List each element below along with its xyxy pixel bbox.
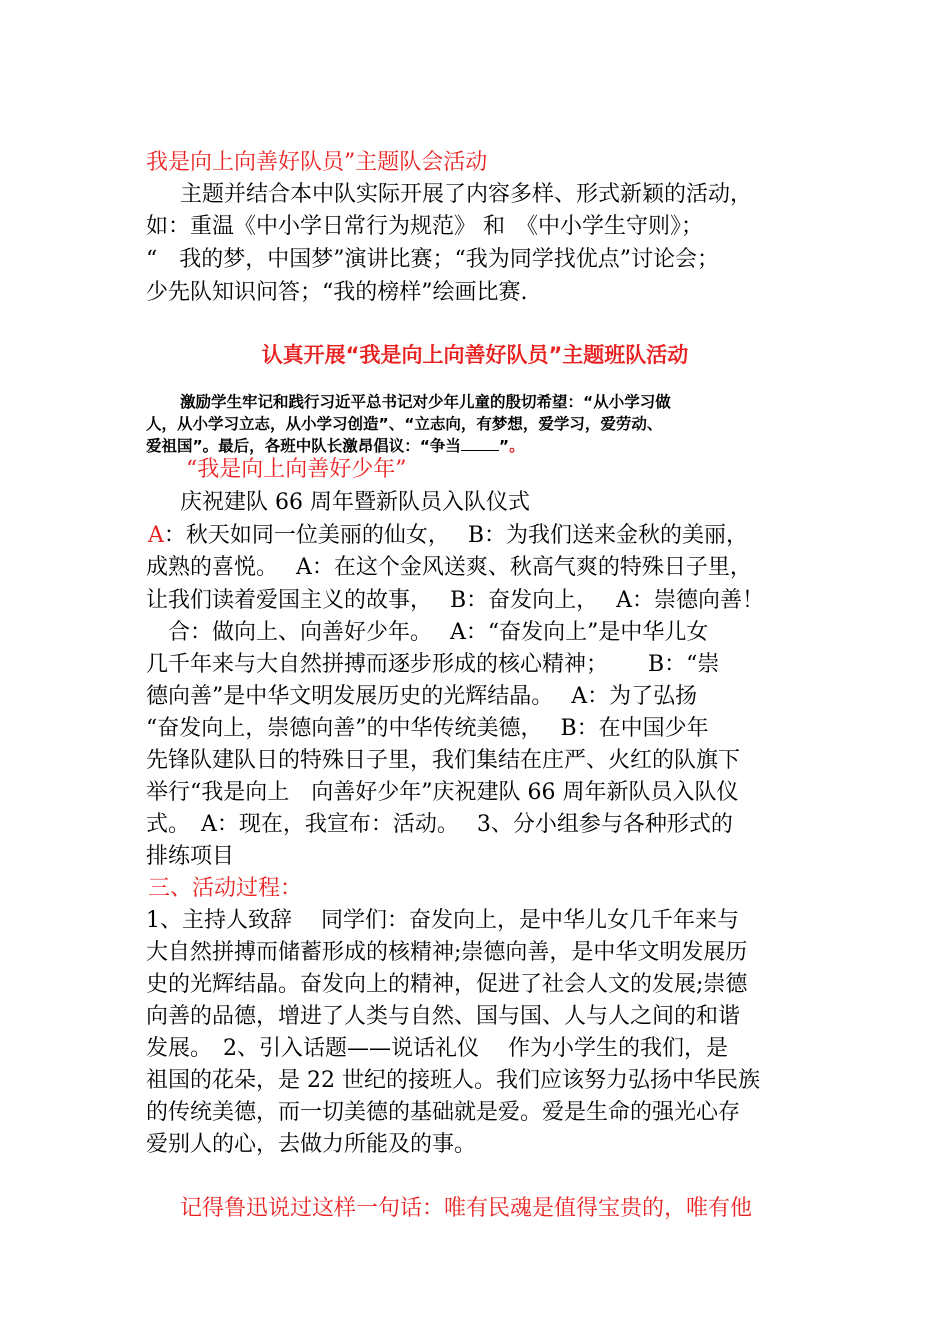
slogan: “我是向上向善好少年” — [186, 457, 407, 482]
speaker-a-label: A — [148, 523, 164, 548]
ceremony-line: 合：做向上、向善好少年。 A：“奋发向上”是中华儿女 — [146, 620, 709, 645]
fill-blank-line — [461, 436, 499, 451]
ceremony-line: 德向善”是中华文明发展历史的光辉结晶。 A：为了弘扬 — [146, 684, 698, 709]
section3-line: 爱别人的心，去做力所能及的事。 — [146, 1132, 477, 1157]
bold-para-text: 爱祖国”。最后，各班中队长激昂倡议：“争当 — [146, 437, 461, 455]
ceremony-line: 几千年来与大自然拼搏而逐步形成的核心精神； B：“崇 — [146, 652, 720, 677]
bold-para-line: 激励学生牢记和践行习近平总书记对少年儿童的殷切希望：“从小学习做 — [180, 393, 671, 411]
bold-para-line — [146, 435, 816, 457]
section3-line: 大自然拼搏而储蓄形成的核精神;崇德向善，是中华文明发展历 — [146, 940, 748, 965]
section3-line: 的传统美德，而一切美德的基础就是爱。爱是生命的强光心存 — [146, 1100, 741, 1125]
ceremony-title: 庆祝建队 66 周年暨新队员入队仪式 — [180, 490, 530, 515]
section3-title: 三、活动过程： — [148, 876, 303, 901]
ceremony-line: 排练项目 — [146, 844, 235, 869]
ceremony-line: “奋发向上，崇德向善”的中华传统美德， B：在中国少年 — [146, 716, 709, 741]
ceremony-line: 先锋队建队日的特殊日子里，我们集结在庄严、火红的队旗下 — [146, 748, 741, 773]
section3-line: 祖国的花朵，是 22 世纪的接班人。我们应该努力弘扬中华民族 — [146, 1068, 760, 1093]
bold-para-quote: ” — [498, 437, 510, 455]
ceremony-line: 式。 A：现在，我宣布：活动。 3、分小组参与各种形式的 — [146, 812, 733, 837]
para1-line: 如：重温《中小学日常行为规范》 和 《中小学生守则》； — [146, 214, 703, 239]
ceremony-line: 举行“我是向上 向善好少年”庆祝建队 66 周年新队员入队仪 — [146, 780, 739, 805]
para1-line: 少先队知识问答；“我的榜样”绘画比赛. — [146, 280, 528, 305]
heading-class-activity: 认真开展“我是向上向善好队员”主题班队活动 — [261, 343, 689, 367]
ceremony-line: A：秋天如同一位美丽的仙女， B：为我们送来金秋的美丽， — [148, 523, 749, 548]
bold-para-period: 。 — [509, 437, 525, 455]
section3-line: 史的光辉结晶。奋发向上的精神，促进了社会人文的发展;崇德 — [146, 972, 748, 997]
bold-para-line: 人，从小学习立志，从小学习创造”、“立志向，有梦想，爱学习，爱劳动、 — [146, 415, 663, 433]
ceremony-line: 成熟的喜悦。 A：在这个金风送爽、秋高气爽的特殊日子里， — [146, 555, 752, 580]
para1-line: 主题并结合本中队实际开展了内容多样、形式新颖的活动， — [180, 182, 753, 207]
section3-line: 1、主持人致辞 同学们：奋发向上，是中华儿女几千年来与 — [146, 908, 739, 933]
section3-line: 发展。 2、引入话题——说话礼仪 作为小学生的我们，是 — [146, 1036, 728, 1061]
closing-line: 记得鲁迅说过这样一句话：唯有民魂是值得宝贵的，唯有他 — [180, 1196, 753, 1221]
heading-team-meeting: 我是向上向善好队员”主题队会活动 — [146, 150, 488, 175]
section3-line: 向善的品德，增进了人类与自然、国与国、人与人之间的和谐 — [146, 1004, 741, 1029]
para1-line: “ 我的梦，中国梦”演讲比赛；“我为同学找优点”讨论会； — [146, 247, 719, 272]
ceremony-line: 让我们读着爱国主义的故事， B：奋发向上， A：崇德向善！ — [146, 588, 765, 613]
